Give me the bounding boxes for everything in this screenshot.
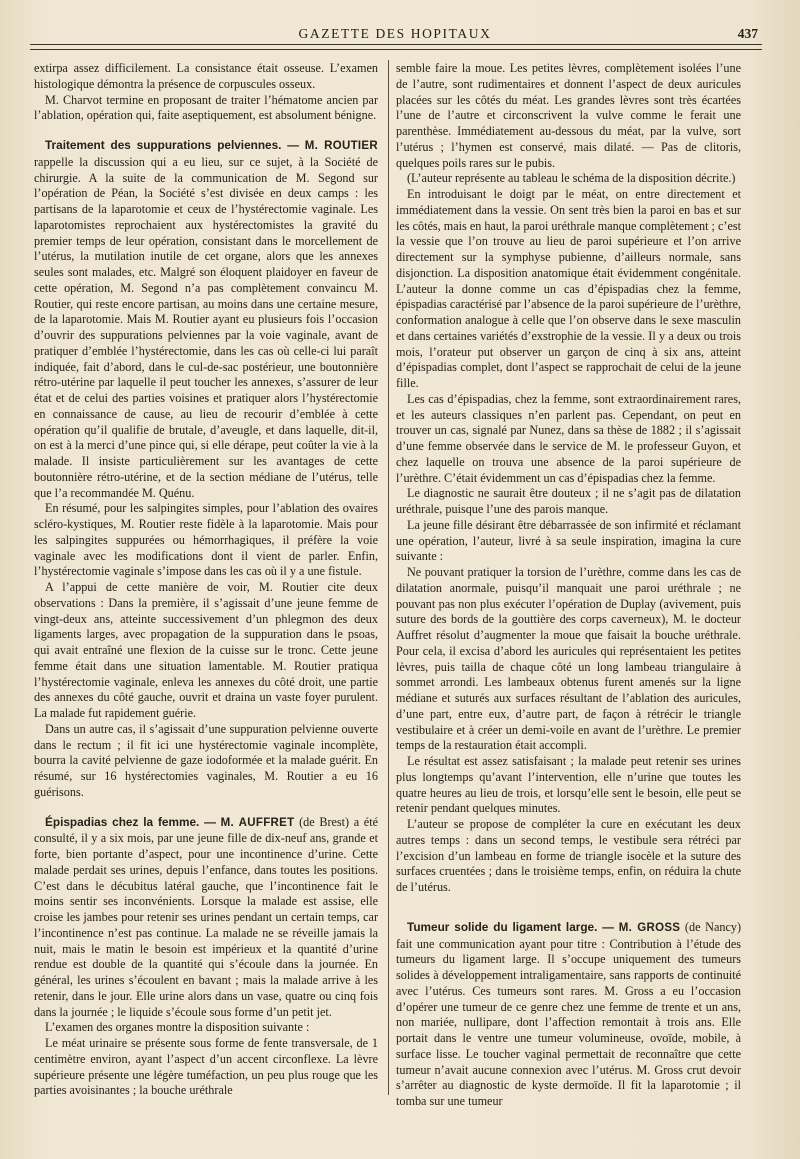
- paragraph: L’examen des organes montre la disposition suivante :: [45, 1020, 310, 1035]
- paragraph: Le diagnostic ne saurait être douteux ; il ne s’agit pas de dilatation uréthrale, puisque l’une des parois manque.: [396, 486, 741, 516]
- section-auffret: [34, 815, 378, 1021]
- section-heading: Épispadias chez la femme. —: [45, 814, 216, 829]
- left-column: [34, 61, 378, 1099]
- paragraph: Le méat urinaire se présente sous forme de fente transversale, de 1 centimètre environ, ayant l’aspect d’un accent circonflexe. La lèvre supérieure présente une légère tuméfaction, un peu plus rouge que les parties avoisinantes ; la bouche uréthrale: [34, 1036, 378, 1098]
- paragraph: Le résultat est assez satisfaisant ; la malade peut retenir ses urines plus longtemps qu’avant l’intervention, elle n’urine que toutes les quatre heures au lieu de trois, et lorsqu’elle sent le besoin, elle peut se retenir pendant quelques minutes.: [396, 754, 741, 816]
- paragraph: extirpa assez difficilement. La consistance était osseuse. L’examen histologique démontra la présence de corpuscules osseux.: [34, 61, 378, 91]
- paragraph: M. Charvot termine en proposant de traiter l’hématome ancien par l’ablation, opération qui, faite aseptiquement, est absolument bénigne.: [34, 92, 378, 123]
- paragraph: L’auteur se propose de compléter la cure en exécutant les deux autres temps : dans un second temps, le vestibule sera rétréci par l’excision d’un lambeau en forme de triangle isocèle et la suture des surfaces cruentées ; dans le troisième temps, enfin, on réduira la chute de l’utérus.: [396, 817, 741, 894]
- section-text: rappelle la discussion qui a eu lieu, sur ce sujet, à la Société de chirurgie. A la suite de la communication de M. Segond sur l’opération de Péan, la Société s’est divisée en deux camps : les partisans de la laparotomie et ceux de l’hystérectomie vaginale. Les laparotomistes reprochaient aux hystérectomistes la gravité du premier temps de leur opération, consistant dans le morcellement de l’utérus, la mutilation inutile de cet organe, alors que les annexes seules sont malades, etc. Malgré son éloquent plaidoyer en faveur de cette opération, M. Segond n’a pas complètement convaincu M. Routier, qui reste encore partisan, au moins dans une certaine mesure, de la laparotomie. Mais M. Routier ayant eu plusieurs fois l’occasion d’ouvrir des suppurations pelviennes par la voie vaginale, avant de pratiquer d’emblée l’hystérectomie, dans les cas où celle-ci lui paraît indiquée, fait d’abord, dans le cul-de-sac postérieur, une boutonnière rétro-utérine par laquelle il peut toucher les annexes, s’assurer de leur état et de celui des parties voisines et pratiquer alors l’hystérectomie en connaissance de cause, au lieu de recourir d’emblée à cette opération qu’il qualifie de brutale, d’aveugle, et dans laquelle, dit-il, on est à la merci d’une pince qui, si elle dérape, peut coûter la vie à la malade. Il insiste particulièrement sur les avantages de cette boutonnière rétro-utérine, et de la section médiane de l’utérus, telle que l’a recommandée M. Quénu.: [34, 154, 378, 500]
- paragraph: Les cas d’épispadias, chez la femme, sont extraordinairement rares, et les auteurs classiques n’en parlent pas. Cependant, on peut en trouver un cas, signalé par Nunez, dans sa thèse de 1882 ; il s’agissait d’une femme observée dans le service de M. le professeur Guyon, et chez laquelle on trouva une absence de la paroi supérieure de l’urèthre. C’était évidemment un cas d’épispadias chez la femme.: [396, 391, 741, 485]
- header-rule-thick: [30, 44, 762, 45]
- paragraph: semble faire la moue. Les petites lèvres, complètement isolées l’une de l’autre, sont rudimentaires et donnent l’aspect de deux auricules placées sur les côtés du méat. Les grandes lèvres sont très écartées l’une de l’autre et circonscrivent la vulve comme le ferait une parenthèse. Immédiatement au-dessous du méat, par la vulve, sort l’utérus ; l’hymen est conservé, mais dilaté. — Pas de clitoris, quelques poils rares sur le pubis.: [396, 61, 741, 170]
- section-gross: [396, 920, 741, 1110]
- page-number: 437: [737, 26, 758, 41]
- section-heading: Traitement des suppurations pelviennes. —: [45, 138, 300, 152]
- running-header: [30, 24, 760, 46]
- section-routier: [34, 138, 378, 501]
- paragraph: En introduisant le doigt par le méat, on entre directement et immédiatement dans la vessie. On sent très bien la paroi en bas et sur les côtés, mais en haut, la paroi uréthrale manque complètement ; c’est la vessie que l’on trouve au lieu de paroi supérieure et l’on arrive directement sur la symphyse pubienne, d’ailleurs normale, sans disjonction. La disposition anatomique était évidemment congénitale. L’auteur la donne comme un cas d’épispadias chez la femme, épispadias caractérisé par l’absence de la paroi supérieure de l’urèthre, conformation analogue à celle que l’on observe dans le sexe masculin et dans certaines variétés d’exstrophie de la vessie. Il y a deux ou trois mois, l’orateur put observer un garçon de cinq à six ans, atteint d’épispadias complet, dont l’aspect se rapprochait de celui de la jeune fille.: [396, 187, 741, 390]
- paragraph: En résumé, pour les salpingites simples, pour l’ablation des ovaires scléro-kystiques, M. Routier reste fidèle à la laparotomie. Mais pour les salpingites suppurées ou hémorrhagiques, il préfère la voie vaginale avec les modifications dont il vient de parler. Enfin, l’hystérectomie vaginale s’impose dans les cas où il y a une fistule.: [34, 501, 378, 579]
- section-heading: Tumeur solide du ligament large. —: [407, 919, 615, 934]
- section-author: M. AUFFRET: [220, 816, 295, 829]
- right-column: [396, 61, 741, 1110]
- paragraph: A l’appui de cette manière de voir, M. Routier cite deux observations : Dans la première, il s’agissait d’une jeune femme de vingt-deux ans, atteinte successivement d’un phlegmon des deux ligaments larges, avec propagation de la suppuration dans le psoas, qui avait entraîné une flexion de la cuisse sur le tronc. Cette jeune femme était dans une situation lamentable. M. Routier pratiqua l’hystérectomie vaginale, enleva les annexes du côté droit, une partie des annexes du côté gauche, ouvrit et draina un vaste foyer purulent. La malade fut rapidement guérie.: [34, 580, 378, 720]
- journal-title: GAZETTE DES HOPITAUX: [298, 26, 492, 41]
- paragraph: Dans un autre cas, il s’agissait d’une suppuration pelvienne ouverte dans le rectum ; il fit ici une hystérectomie vaginale incomplète, bourra la cavité pelvienne de gaze iodoformée et la malade guérit. En résumé, sur 16 hystérectomies vaginales, M. Routier a eu 16 guérisons.: [34, 721, 378, 799]
- section-text: (de Brest) a été consulté, il y a six mois, par une jeune fille de dix-neuf ans, grande et forte, bien portante d’aspect, pour une incontinence d’urine. Cette malade perdait ses urines, depuis l’enfance, dans toutes les positions. C’est dans le décubitus latéral gauche, que l’incontinence fait le moins sentir ses inconvénients. Lorsque la malade est assise, elle croise les jambes pour retenir ses urines pendant un certain temps, car l’incontinence n’est pas continue. La malade ne se réveille jamais la nuit, mais le matin le besoin est impérieux et la quantité d’urine rendue est double de la quantité qui s’écoule dans la journée. En général, les urines s’écoulent en bavant ; mais la malade arrive à les retenir, dans le jour. Elle urine alors dans un vase, quatre ou cinq fois dans la journée ; le liquide s’écoule sous forme d’un petit jet.: [34, 814, 379, 1019]
- header-rule-thin: [30, 49, 762, 50]
- section-author: M. GROSS: [618, 921, 681, 934]
- column-divider: [388, 60, 389, 1095]
- section-author: M. ROUTIER: [304, 140, 378, 152]
- paragraph: Ne pouvant pratiquer la torsion de l’urèthre, comme dans les cas de dilatation anormale, puisqu’il manquait une paroi uréthrale ; ne pouvant pas non plus exécuter l’opération de Duplay (avivement, puis suture des bords de la gouttière des corps caverneux), M. le docteur Auffret résolut d’augmenter la moue que faisait la bouche uréthrale. Pour cela, il excisa d’abord les auricules qui représentaient les petites lèvres, puis tailla de chaque côté un long lambeau triangulaire à sommet arrondi. Les lambeaux obtenus furent amenés sur la ligne médiane et suturés aux surfaces résultant de l’ablation des auricules, d’une part, entre eux, d’autre part, de façon à rétrécir le triangle vestibulaire et à créer un demi-voile en avant de l’urèthre. Le premier temps de la restauration était accompli.: [396, 565, 741, 753]
- section-text: (de Nancy) fait une communication ayant pour titre : Contribution à l’étude des tumeurs du ligament large. Il s’occupe uniquement des tumeurs solides à développement intraligamentaire, sans rapports de continuité avec l’utérus. Ces tumeurs sont rares. M. Gross a eu l’occasion d’opérer une tumeur de ce genre chez une femme de trente et un ans, non mariée, nullipare, dont l’affection remontait à trois ans. Elle portait dans le ventre une tumeur volumineuse, ovoïde, mobile, à surface lisse. Le toucher vaginal permettait de reconnaître que cette tumeur n’avait aucune connexion avec l’utérus. M. Gross crut devoir s’arrêter au diagnostic de kyste dermoïde. Il fit la laparotomie ; il tomba sur une tumeur: [396, 919, 742, 1108]
- paragraph: (L’auteur représente au tableau le schéma de la disposition décrite.): [407, 171, 736, 186]
- paragraph: La jeune fille désirant être débarrassée de son infirmité et réclamant une opération, l’auteur, livré à sa seule inspiration, imagina la cure suivante :: [396, 517, 741, 564]
